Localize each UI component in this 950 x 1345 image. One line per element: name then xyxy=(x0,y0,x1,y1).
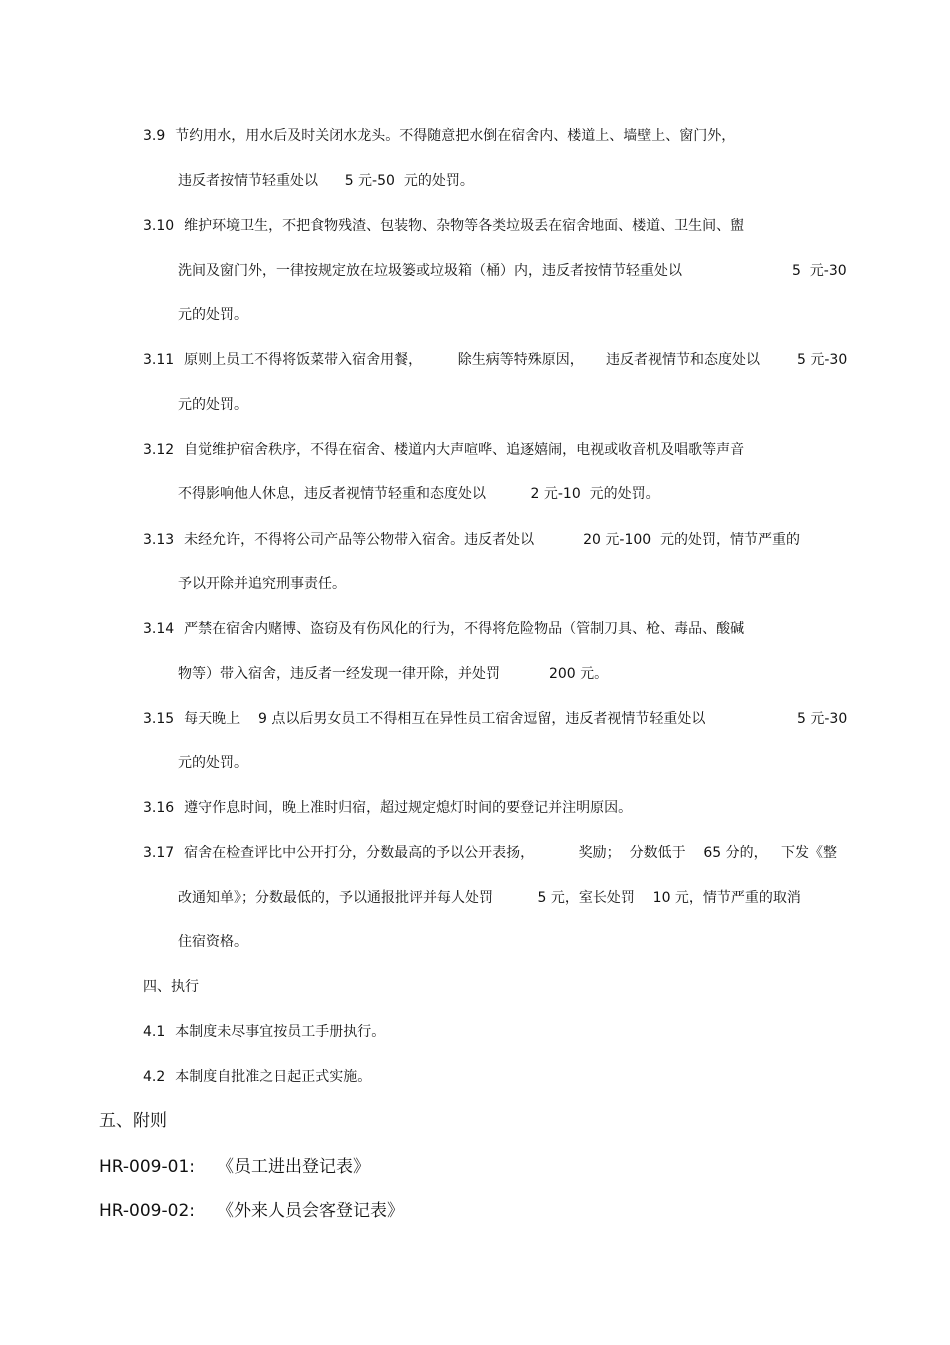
clause-text: 宿舍在检查评比中公开打分，分数最高的予以公开表扬， 奖励； 分数低于 65 分的， 下发《整 xyxy=(184,845,837,861)
clause-text: 遵守作息时间，晚上准时归宿，超过规定熄灯时间的要登记并注明原因。 xyxy=(184,800,633,816)
clause-3-10-line3: 元的处罚。 xyxy=(178,307,248,323)
form-name: 《员工进出登记表》 xyxy=(216,1157,370,1177)
clause-number: 3.16 xyxy=(143,800,175,816)
clause-number: 4.2 xyxy=(143,1069,166,1085)
clause-4-2 xyxy=(143,1068,371,1086)
clause-text: 本制度未尽事宜按员工手册执行。 xyxy=(175,1024,386,1040)
clause-3-16-line1 xyxy=(143,799,632,817)
clause-3-17-line2: 改通知单》；分数最低的，予以通报批评并每人处罚 5 元，室长处罚 10 元，情节严重的取消 xyxy=(178,890,801,906)
form-hr-009-02 xyxy=(99,1200,404,1222)
form-hr-009-01 xyxy=(99,1156,370,1178)
clause-3-15-line2: 元的处罚。 xyxy=(178,755,248,771)
clause-3-12-line1 xyxy=(143,441,744,459)
clause-3-15-line1 xyxy=(143,710,705,728)
clause-3-10-line1 xyxy=(143,217,744,235)
clause-text: 严禁在宿舍内赌博、盗窃及有伤风化的行为，不得将危险物品（管制刀具、枪、毒品、酸碱 xyxy=(184,621,745,637)
clause-number: 3.10 xyxy=(143,218,175,234)
clause-3-9-line1 xyxy=(143,127,735,145)
clause-text: 本制度自批准之日起正式实施。 xyxy=(175,1069,372,1085)
clause-number: 3.14 xyxy=(143,621,175,637)
clause-3-14-line1 xyxy=(143,620,744,638)
clause-text: 每天晚上 9 点以后男女员工不得相互在异性员工宿舍逗留，违反者视情节轻重处以 xyxy=(184,711,706,727)
clause-number: 3.11 xyxy=(143,352,175,368)
form-code: HR-009-02: xyxy=(99,1201,195,1221)
clause-text: 原则上员工不得将饭菜带入宿舍用餐， 除生病等特殊原因， 违反者视情节和态度处以 xyxy=(184,352,761,368)
clause-3-13-line1 xyxy=(143,531,800,549)
clause-3-11-line1 xyxy=(143,351,760,369)
clause-text: 节约用水，用水后及时关闭水龙头。不得随意把水倒在宿舍内、楼道上、墙壁上、窗门外， xyxy=(175,128,736,144)
clause-3-17-line3: 住宿资格。 xyxy=(178,934,248,950)
clause-number: 3.12 xyxy=(143,442,175,458)
clause-3-15-fine: 5 元-30 xyxy=(797,711,848,727)
clause-3-10-line2: 洗间及窗门外，一律按规定放在垃圾篓或垃圾箱（桶）内，违反者按情节轻重处以 xyxy=(178,263,682,279)
clause-3-12-line2: 不得影响他人休息，违反者视情节轻重和态度处以 2 元-10 元的处罚。 xyxy=(178,486,660,502)
section-4-heading: 四、执行 xyxy=(143,979,199,995)
clause-3-13-line2: 予以开除并追究刑事责任。 xyxy=(178,576,346,592)
clause-text: 维护环境卫生，不把食物残渣、包装物、杂物等各类垃圾丢在宿舍地面、楼道、卫生间、盥 xyxy=(184,218,745,234)
clause-text: 未经允许，不得将公司产品等公物带入宿舍。违反者处以 20 元-100 元的处罚，情节严重的 xyxy=(184,532,801,548)
form-name: 《外来人员会客登记表》 xyxy=(216,1201,404,1221)
clause-3-10-fine: 5 元-30 xyxy=(792,263,847,279)
section-5-heading: 五、附则 xyxy=(99,1111,167,1131)
clause-4-1 xyxy=(143,1023,385,1041)
clause-3-9-line2: 违反者按情节轻重处以 5 元-50 元的处罚。 xyxy=(178,173,474,189)
clause-number: 3.9 xyxy=(143,128,166,144)
clause-3-11-line2: 元的处罚。 xyxy=(178,397,248,413)
form-code: HR-009-01: xyxy=(99,1157,195,1177)
clause-number: 3.13 xyxy=(143,532,175,548)
clause-text: 自觉维护宿舍秩序，不得在宿舍、楼道内大声喧哗、追逐嬉闹，电视或收音机及唱歌等声音 xyxy=(184,442,745,458)
clause-number: 4.1 xyxy=(143,1024,166,1040)
clause-number: 3.15 xyxy=(143,711,175,727)
clause-number: 3.17 xyxy=(143,845,175,861)
clause-3-11-fine: 5 元-30 xyxy=(797,352,848,368)
clause-3-17-line1 xyxy=(143,844,837,862)
clause-3-14-line2: 物等）带入宿舍，违反者一经发现一律开除，并处罚 200 元。 xyxy=(178,666,609,682)
